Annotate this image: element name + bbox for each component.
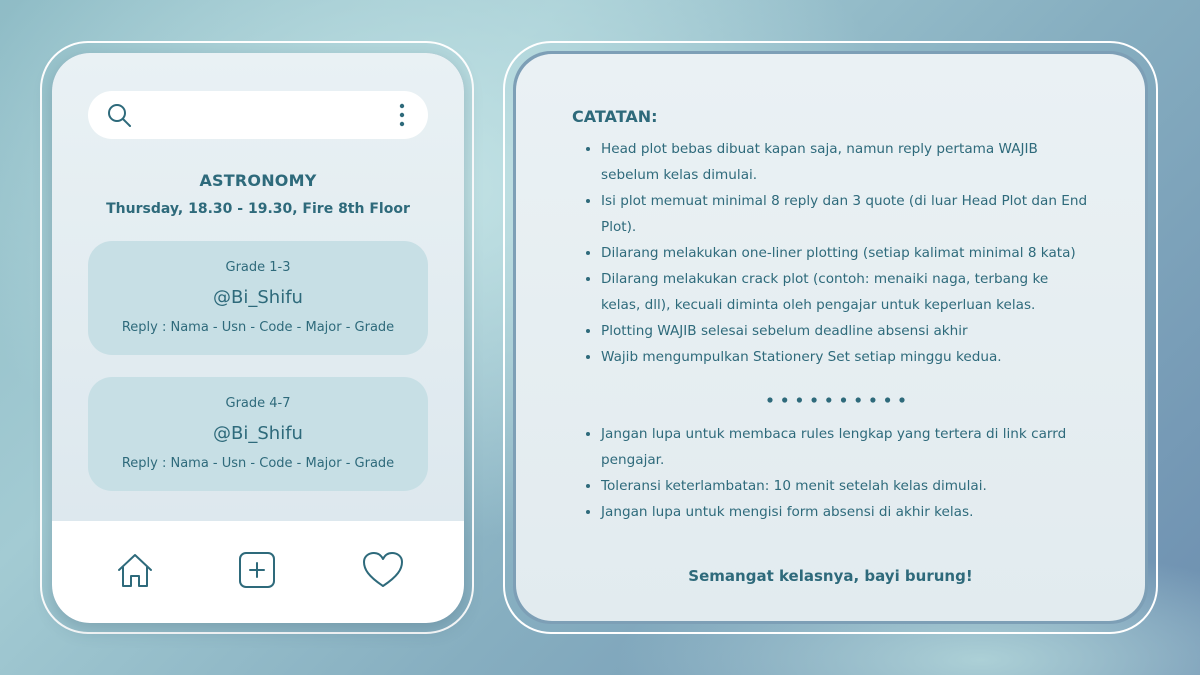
list-item: • Dilarang melakukan one-liner plotting (setiap kalimat minimal 8 kata) — [601, 240, 1091, 266]
dotted-divider — [766, 396, 906, 404]
list-item: • Jangan lupa untuk mengisi form absensi di akhir kelas. — [601, 499, 1091, 525]
reply-format: Reply : Nama - Usn - Code - Major - Grade — [121, 456, 395, 471]
phone-screen — [52, 53, 464, 521]
heart-icon[interactable] — [362, 551, 404, 589]
add-square-icon[interactable] — [238, 551, 276, 589]
list-item: • Toleransi keterlambatan: 10 menit setelah kelas dimulai. — [601, 473, 1091, 499]
grade-label: Grade 1-3 — [225, 260, 291, 275]
grade-label: Grade 4-7 — [225, 396, 291, 411]
rules-list — [580, 136, 1091, 370]
closing-message: Semangat kelasnya, bayi burung! — [688, 567, 973, 585]
list-item: • Plotting WAJIB selesai sebelum deadline absensi akhir — [601, 318, 1091, 344]
phone-card — [52, 53, 464, 623]
list-item: • Jangan lupa untuk membaca rules lengkap yang tertera di link carrd pengajar. — [601, 421, 1091, 473]
search-bar[interactable] — [88, 91, 428, 139]
more-vertical-icon[interactable] — [398, 102, 406, 128]
teacher-handle[interactable]: @Bi_Shifu — [213, 423, 303, 444]
list-item: • Head plot bebas dibuat kapan saja, namun reply pertama WAJIB sebelum kelas dimulai. — [601, 136, 1091, 188]
list-item: • Dilarang melakukan crack plot (contoh: menaiki naga, terbang ke kelas, dll), kecuali diminta oleh pengajar untuk keperluan kelas. — [601, 266, 1091, 318]
search-icon[interactable] — [106, 102, 132, 128]
bottom-nav — [52, 521, 464, 623]
notes-card — [513, 51, 1148, 624]
course-schedule: Thursday, 18.30 - 19.30, Fire 8th Floor — [106, 201, 410, 217]
grade-card-4-7[interactable] — [88, 377, 428, 491]
reply-format: Reply : Nama - Usn - Code - Major - Grade — [121, 320, 395, 335]
grade-card-1-3[interactable] — [88, 241, 428, 355]
teacher-handle[interactable]: @Bi_Shifu — [213, 287, 303, 308]
course-title: ASTRONOMY — [199, 171, 317, 190]
home-icon[interactable] — [116, 551, 154, 589]
reminders-list — [580, 421, 1091, 525]
notes-heading: CATATAN: — [572, 107, 658, 126]
notes-panel — [516, 54, 1145, 621]
list-item: • Isi plot memuat minimal 8 reply dan 3 quote (di luar Head Plot dan End Plot). — [601, 188, 1091, 240]
list-item: • Wajib mengumpulkan Stationery Set setiap minggu kedua. — [601, 344, 1091, 370]
